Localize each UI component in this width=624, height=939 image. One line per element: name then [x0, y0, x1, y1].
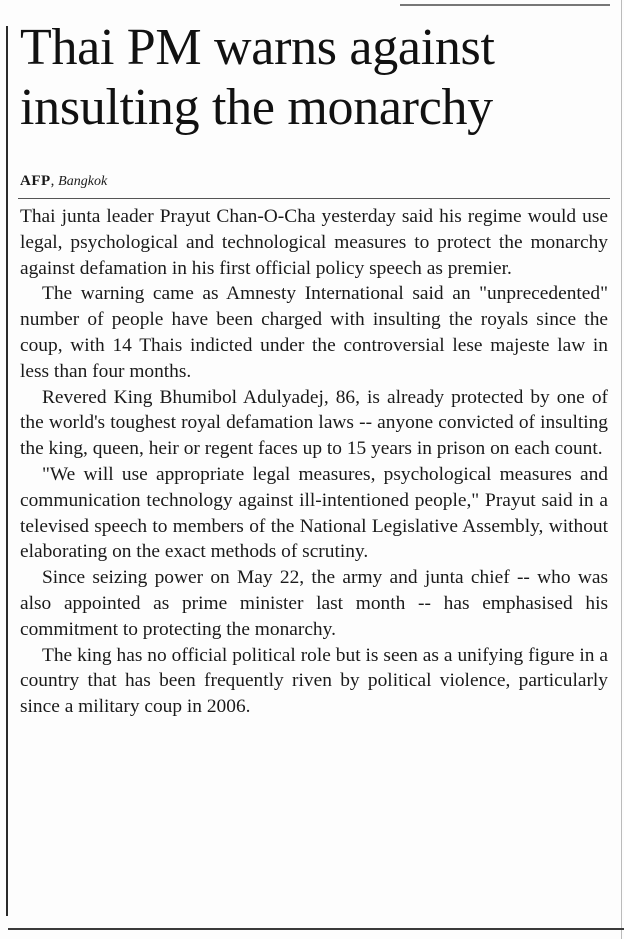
byline: [20, 172, 107, 191]
byline-location: Bangkok: [58, 174, 108, 189]
right-edge-rule: [621, 0, 622, 939]
byline-divider: [18, 198, 610, 199]
left-column-rule: [6, 26, 8, 916]
bottom-rule: [8, 928, 624, 930]
headline: Thai PM warns against insulting the monarchy: [20, 19, 495, 136]
paragraph: Thai junta leader Prayut Chan-O-Cha yesterday said his regime would use legal, psychological and technological measures to protect the monarchy against defamation in his first official policy speech as premier.: [20, 206, 608, 279]
paragraph: The warning came as Amnesty International said an "unprecedented" number of people have been charged with insulting the royals since the coup, with 14 Thais indicted under the controversial lese majeste law in less than four months.: [20, 283, 608, 382]
byline-separator: ,: [50, 173, 59, 189]
byline-agency: AFP: [20, 173, 51, 189]
article-body: [20, 204, 608, 720]
paragraph: Revered King Bhumibol Adulyadej, 86, is already protected by one of the world's toughest royal defamation laws -- anyone convicted of insulting the king, queen, heir or regent faces up to 15 years in prison on each count.: [20, 386, 608, 460]
paragraph: Since seizing power on May 22, the army and junta chief -- who was also appointed as prime minister last month -- has emphasised his commitment to protecting the monarchy.: [20, 567, 608, 640]
paragraph: The king has no official political role but is seen as a unifying figure in a country that has been frequently riven by political violence, particularly since a military coup in 2006.: [20, 644, 608, 718]
paragraph: "We will use appropriate legal measures, psychological measures and communication technology against ill-intentioned people," Prayut said in a televised speech to members of the National Legislative Assembly, without elaborating on the exact methods of scrutiny.: [20, 463, 608, 563]
top-rule: [400, 4, 610, 6]
